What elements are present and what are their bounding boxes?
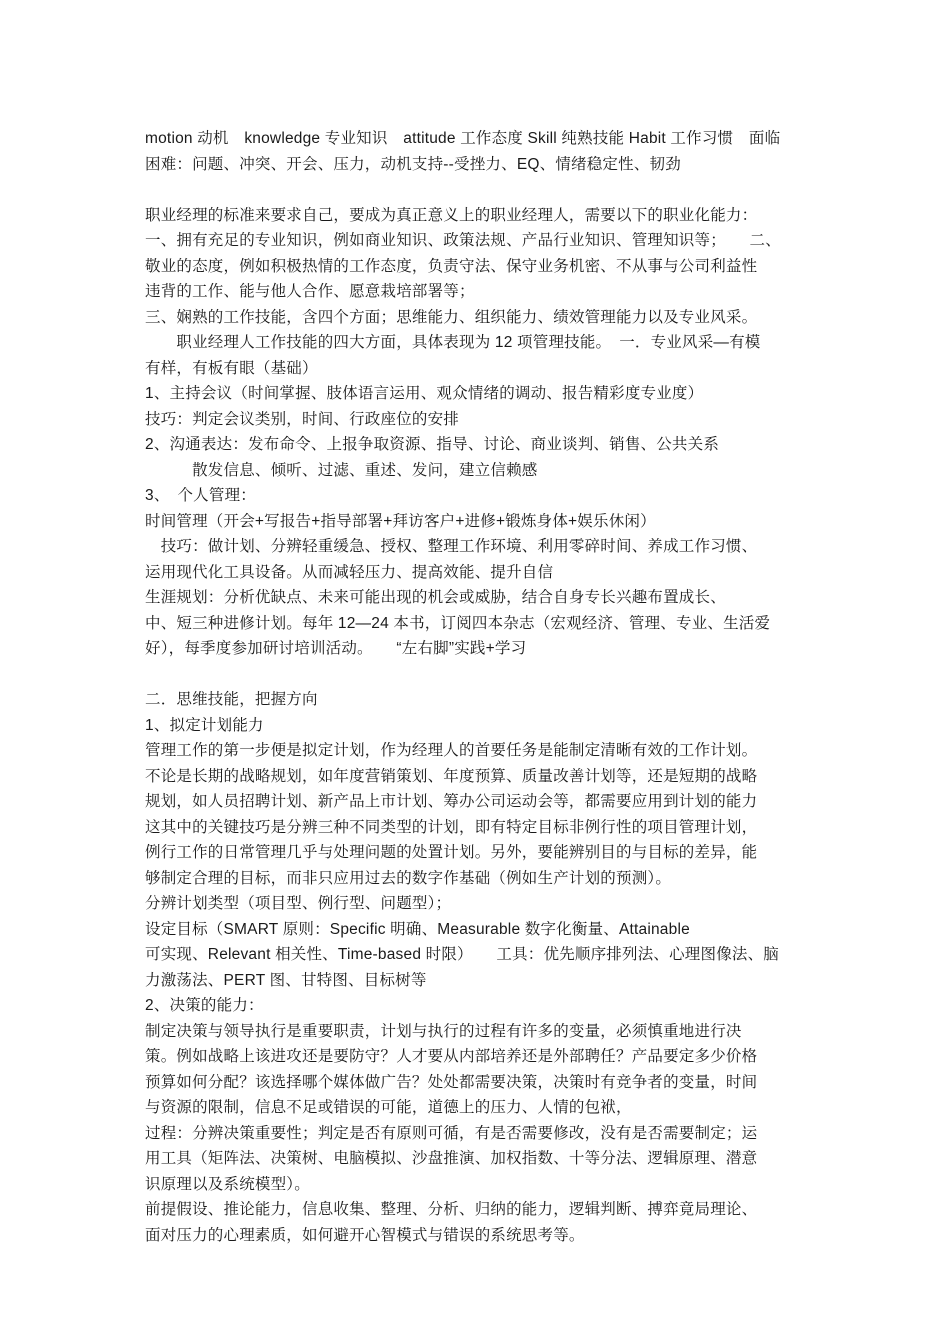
text-line: 3、 个人管理： xyxy=(145,487,256,504)
text-line: 例行工作的日常管理几乎与处理问题的处置计划。另外，要能辨别目的与目标的差异，能 xyxy=(145,844,758,861)
text-line: 可实现、Relevant 相关性、Time-based 时限） 工具：优先顺序排列法、心理图像法、脑 xyxy=(145,946,780,963)
text-line: 违背的工作、能与他人合作、愿意栽培部署等； xyxy=(145,283,475,300)
text-line: 一、拥有充足的专业知识，例如商业知识、政策法规、产品行业知识、管理知识等； 二、 xyxy=(145,232,781,249)
text-line: 2、沟通表达：发布命令、上报争取资源、指导、讨论、商业谈判、销售、公共关系 xyxy=(145,436,720,453)
text-line: 识原理以及系统模型）。 xyxy=(145,1175,310,1193)
text-line: 运用现代化工具设备。从而减轻压力、提高效能、提升自信 xyxy=(145,563,554,581)
text-line: 与资源的限制，信息不足或错误的可能，道德上的压力、人情的包袱， xyxy=(145,1099,632,1116)
text-line: 制定决策与领导执行是重要职责，计划与执行的过程有许多的变量，必须慎重地进行决 xyxy=(145,1022,742,1040)
text-line: 时间管理（开会+写报告+指导部署+拜访客户+进修+锻炼身体+娱乐休闲） xyxy=(145,512,656,530)
document-body xyxy=(145,126,813,1248)
text-line: 有样，有板有眼（基础） xyxy=(145,359,318,377)
text-line: 生涯规划：分析优缺点、未来可能出现的机会或威胁，结合自身专长兴趣布置成长、 xyxy=(145,589,726,606)
text-line: 规划，如人员招聘计划、新产品上市计划、筹办公司运动会等，都需要应用到计划的能力 xyxy=(145,793,758,810)
text-line: 技巧：判定会议类别，时间、行政座位的安排 xyxy=(145,410,460,428)
text-line: motion 动机 knowledge 专业知识 attitude 工作态度 Skill 纯熟技能 Habit 工作习惯 面临 xyxy=(145,130,781,147)
text-line: 困难：问题、冲突、开会、压力，动机支持--受挫力、EQ、情绪稳定性、韧劲 xyxy=(145,155,681,173)
text-line: 职业经理的标准来要求自己，要成为真正意义上的职业经理人，需要以下的职业化能力： xyxy=(145,206,758,224)
text-line: 1、拟定计划能力 xyxy=(145,716,264,734)
text-line: 不论是长期的战略规划，如年度营销策划、年度预算、质量改善计划等，还是短期的战略 xyxy=(145,767,758,785)
text-line: 三、娴熟的工作技能，含四个方面；思维能力、组织能力、绩效管理能力以及专业风采。 xyxy=(145,308,758,326)
text-line: 敬业的态度，例如积极热情的工作态度，负责守法、保守业务机密、不从事与公司利益性 xyxy=(145,257,758,275)
text-line: 1、主持会议（时间掌握、肢体语言运用、观众情绪的调动、报告精彩度专业度） xyxy=(145,385,704,402)
text-line: 2、决策的能力： xyxy=(145,997,264,1014)
text-line: 策。例如战略上该进攻还是要防守？人才要从内部培养还是外部聘任？产品要定多少价格 xyxy=(145,1048,758,1065)
text-line: 二．思维技能，把握方向 xyxy=(145,691,318,708)
text-line: 这其中的关键技巧是分辨三种不同类型的计划，即有特定目标非例行性的项目管理计划， xyxy=(145,818,758,836)
text-line: 预算如何分配？该选择哪个媒体做广告？处处都需要决策，决策时有竞争者的变量，时间 xyxy=(145,1073,758,1091)
text-line: 前提假设、推论能力，信息收集、整理、分析、归纳的能力，逻辑判断、搏弈竟局理论、 xyxy=(145,1201,758,1218)
text-line: 中、短三种进修计划。每年 12—24 本书，订阅四本杂志（宏观经济、管理、专业、生活爱 xyxy=(145,614,771,632)
text-line: 技巧：做计划、分辨轻重缓急、授权、整理工作环境、利用零碎时间、养成工作习惯、 xyxy=(145,538,758,555)
text-line: 用工具（矩阵法、决策树、电脑模拟、沙盘推演、加权指数、十等分法、逻辑原理、潜意 xyxy=(145,1150,758,1167)
text-line: 职业经理人工作技能的四大方面，具体表现为 12 项管理技能。 一．专业风采—有模 xyxy=(145,334,761,351)
text-line: 分辨计划类型（项目型、例行型、问题型）； xyxy=(145,895,452,912)
text-line: 面对压力的心理素质，如何避开心智模式与错误的系统思考等。 xyxy=(145,1226,585,1244)
text-line: 好），每季度参加研讨培训活动。 “左右脚”实践+学习 xyxy=(145,640,527,657)
blank-line xyxy=(145,177,813,203)
text-line: 够制定合理的目标，而非只应用过去的数字作基础（例如生产计划的预测）。 xyxy=(145,869,672,887)
text-line: 设定目标（SMART 原则：Specific 明确、Measurable 数字化衡量、Attainable xyxy=(145,920,690,938)
blank-line xyxy=(145,662,813,688)
text-line: 力激荡法、PERT 图、甘特图、目标树等 xyxy=(145,971,427,989)
text-line: 散发信息、倾听、过滤、重述、发问，建立信赖感 xyxy=(145,461,538,479)
text-line: 管理工作的第一步便是拟定计划，作为经理人的首要任务是能制定清晰有效的工作计划。 xyxy=(145,742,758,759)
text-line: 过程：分辨决策重要性；判定是否有原则可循，有是否需要修改，没有是否需要制定；运 xyxy=(145,1124,758,1142)
